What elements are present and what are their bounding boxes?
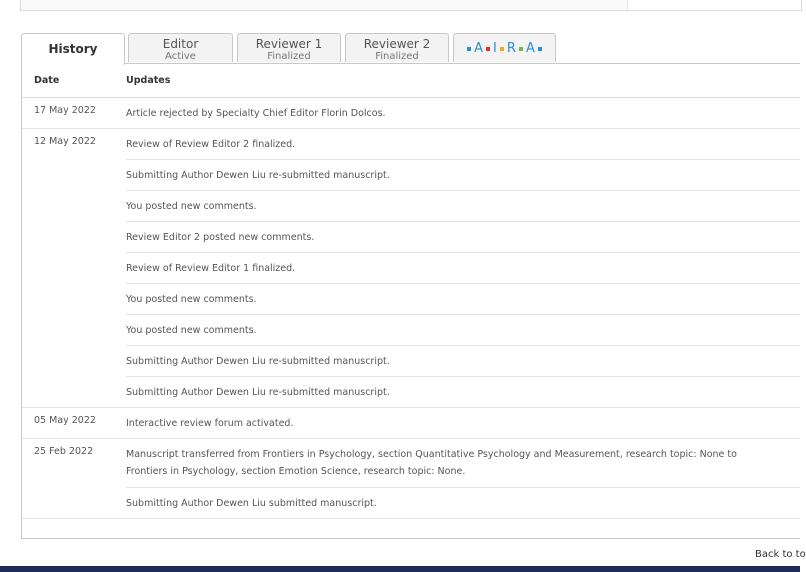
aira-letter: I (493, 41, 497, 56)
row-date (22, 253, 126, 284)
table-header-row (22, 64, 800, 98)
date-column-header: Date (22, 64, 126, 98)
tab-editor[interactable] (128, 33, 233, 62)
aira-letter: A (525, 41, 535, 56)
row-date (22, 315, 126, 346)
row-update: Submitting Author Dewen Liu re-submitted manuscript. (126, 160, 800, 191)
table-row (22, 488, 800, 519)
tab-editor-status: Active (165, 51, 196, 62)
row-date (22, 160, 126, 191)
row-update: Article rejected by Specialty Chief Editor Florin Dolcos. (126, 98, 800, 129)
tab-editor-label: Editor (162, 37, 199, 51)
tab-reviewer-2[interactable] (345, 33, 449, 62)
row-update: Submitting Author Dewen Liu submitted manuscript. (126, 488, 800, 519)
row-date (22, 222, 126, 253)
table-row (22, 160, 800, 191)
table-row (22, 284, 800, 315)
tab-history-label: History (48, 42, 98, 56)
aira-dot-icon (519, 47, 523, 51)
row-update: Review of Review Editor 2 finalized. (126, 129, 800, 160)
tab-reviewer-2-status: Finalized (375, 51, 419, 62)
table-row (22, 408, 800, 439)
aira-letter: R (506, 41, 516, 56)
aira-logo (454, 34, 555, 63)
tab-aira[interactable] (453, 33, 556, 62)
footer-bar (0, 566, 800, 572)
table-row (22, 129, 800, 160)
aira-dot-icon (538, 47, 542, 51)
top-panel-inner (21, 0, 628, 10)
table-row (22, 377, 800, 408)
history-panel (21, 63, 800, 539)
aira-dot-icon (500, 47, 504, 51)
tab-reviewer-2-label: Reviewer 2 (363, 37, 431, 51)
table-row (22, 253, 800, 284)
row-update: Review of Review Editor 1 finalized. (126, 253, 800, 284)
updates-column-header: Updates (126, 64, 800, 98)
tab-reviewer-1[interactable] (237, 33, 341, 62)
row-date (22, 488, 126, 519)
tab-reviewer-1-label: Reviewer 1 (255, 37, 323, 51)
tab-bar (21, 33, 800, 64)
row-date: 25 Feb 2022 (34, 446, 94, 457)
aira-dot-icon (467, 47, 471, 51)
row-date: 12 May 2022 (34, 136, 96, 147)
row-date (22, 284, 126, 315)
table-row (22, 98, 800, 129)
row-update: You posted new comments. (126, 315, 800, 346)
table-row (22, 222, 800, 253)
top-panel (20, 0, 802, 11)
row-date: 05 May 2022 (22, 408, 126, 439)
row-update: Manuscript transferred from Frontiers in Psychology, section Quantitative Psychology and Measurement, research topic: None to Frontiers in Psychology, section Emotion Science, research topic: None. (126, 439, 800, 488)
row-update: Submitting Author Dewen Liu re-submitted manuscript. (126, 346, 800, 377)
row-date (22, 377, 126, 408)
tab-history[interactable] (21, 33, 125, 65)
row-update: You posted new comments. (126, 284, 800, 315)
back-to-top-link[interactable]: Back to to (755, 549, 806, 560)
aira-letter: A (474, 41, 484, 56)
row-date (22, 191, 126, 222)
aira-dot-icon (486, 47, 490, 51)
row-update: Submitting Author Dewen Liu re-submitted manuscript. (126, 377, 800, 408)
row-date: 17 May 2022 (22, 98, 126, 129)
table-row (22, 439, 800, 488)
row-update: Interactive review forum activated. (126, 408, 800, 439)
table-row (22, 346, 800, 377)
row-update: You posted new comments. (126, 191, 800, 222)
history-table (22, 64, 800, 519)
tab-reviewer-1-status: Finalized (267, 51, 311, 62)
table-row (22, 191, 800, 222)
row-date (22, 346, 126, 377)
table-row (22, 315, 800, 346)
row-update: Review Editor 2 posted new comments. (126, 222, 800, 253)
